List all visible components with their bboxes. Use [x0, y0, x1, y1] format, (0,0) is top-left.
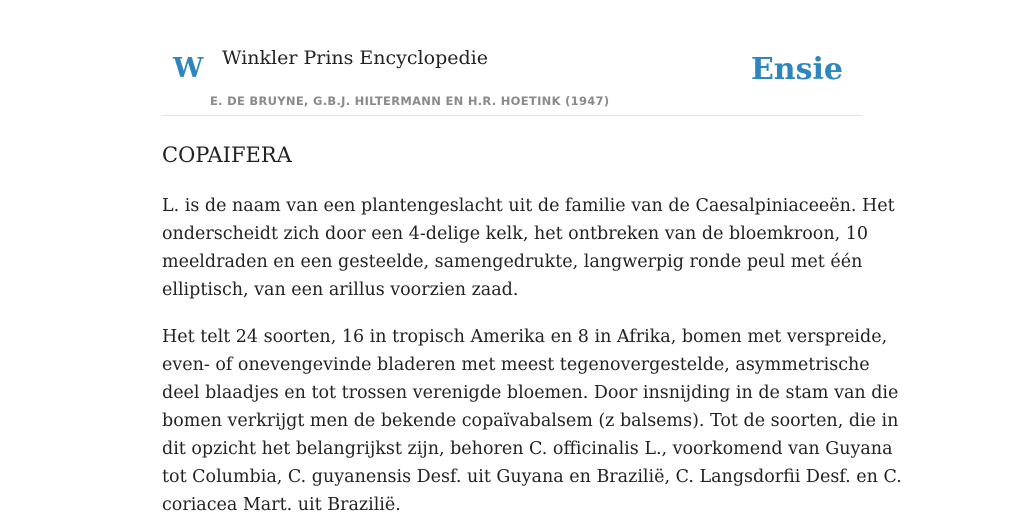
- article-title: COPAIFERA: [162, 143, 292, 167]
- paragraph-line: meeldraden en een gesteelde, samengedrukte, langwerpig ronde peul met één: [162, 252, 863, 272]
- publication-authors: E. DE BRUYNE, G.B.J. HILTERMANN EN H.R. HOETINK (1947): [210, 94, 610, 108]
- paragraph-line: bomen verkrijgt men de bekende copaïvabalsem (z balsems). Tot de soorten, die in: [162, 411, 899, 431]
- paragraph-line: Het telt 24 soorten, 16 in tropisch Amerika en 8 in Afrika, bomen met verspreide,: [162, 327, 888, 347]
- paragraph-line: L. is de naam van een plantengeslacht uit de familie van de Caesalpiniaceeën. Het: [162, 196, 895, 216]
- publication-title[interactable]: Winkler Prins Encyclopedie: [222, 47, 488, 69]
- paragraph-line: onderscheidt zich door een 4-delige kelk, het ontbreken van de bloemkroon, 10: [162, 224, 868, 244]
- header: [162, 40, 862, 116]
- logo-w-icon[interactable]: W: [173, 53, 204, 84]
- paragraph-line: coriacea Mart. uit Brazilië.: [162, 495, 401, 512]
- article-paragraph-1: [162, 192, 895, 304]
- paragraph-line: deel blaadjes en tot trossen verenigde bloemen. Door insnijding in de stam van die: [162, 383, 899, 403]
- paragraph-line: elliptisch, van een arillus voorzien zaad.: [162, 280, 519, 300]
- brand-logo[interactable]: Ensie: [750, 52, 843, 87]
- paragraph-line: tot Columbia, C. guyanensis Desf. uit Guyana en Brazilië, C. Langsdorfii Desf. en C.: [162, 467, 902, 487]
- paragraph-line: even- of onevengevinde bladeren met meest tegenovergestelde, asymmetrische: [162, 355, 870, 375]
- paragraph-line: dit opzicht het belangrijkst zijn, behoren C. officinalis L., voorkomend van Guyana: [162, 439, 893, 459]
- article-paragraph-2: [162, 323, 902, 512]
